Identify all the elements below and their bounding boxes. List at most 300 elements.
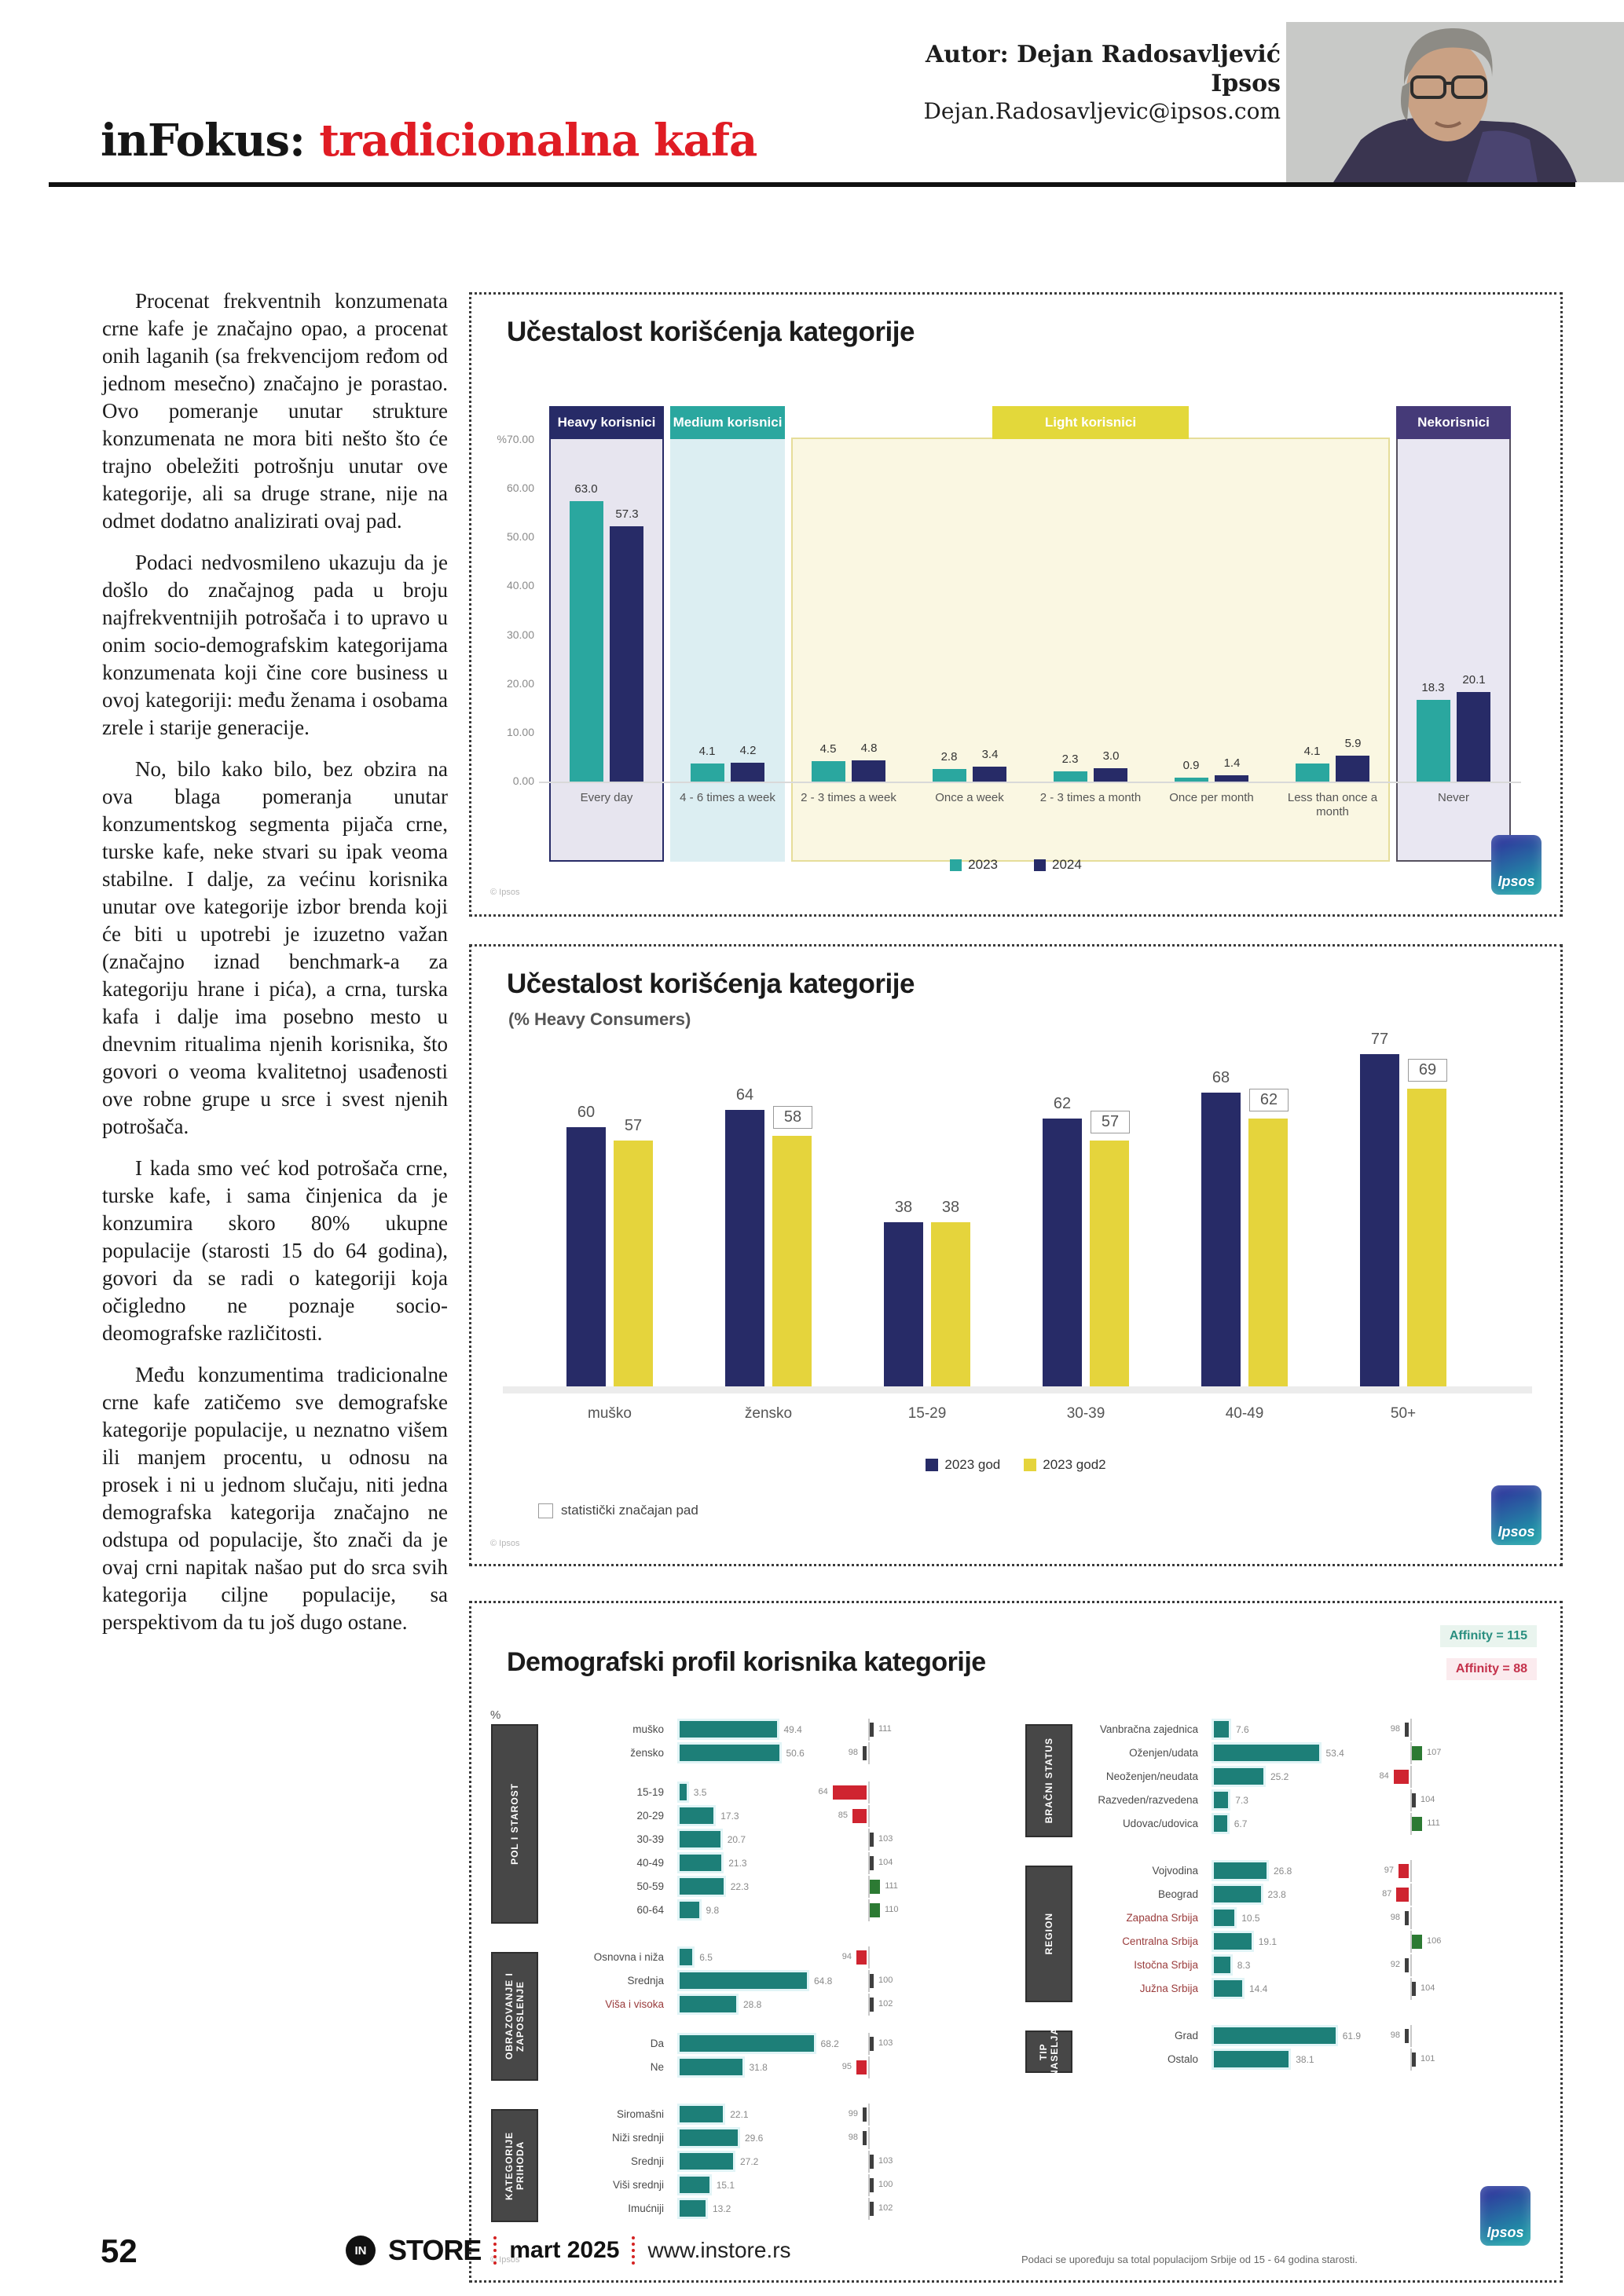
- bar-2024: [973, 767, 1006, 782]
- affinity-bar-negative: [852, 1809, 867, 1823]
- row-bar: [680, 2035, 814, 2052]
- affinity-value: 103: [878, 1834, 893, 1844]
- row-bar: [1214, 1886, 1261, 1902]
- affinity-value: 102: [878, 2203, 893, 2213]
- bar-2024: [1457, 692, 1490, 782]
- row-label: 60-64: [636, 1904, 664, 1916]
- bar-value-label: 4.1: [1303, 744, 1321, 758]
- row-label: Viši srednji: [612, 2179, 664, 2191]
- x-axis-label: 50+: [1390, 1405, 1417, 1422]
- affinity-bar-neutral: [870, 2155, 874, 2169]
- section-label-box: [491, 2109, 538, 2222]
- row-value: 20.7: [727, 1834, 746, 1845]
- x-axis-label: 40-49: [1225, 1405, 1264, 1422]
- affinity-axis: [1410, 2025, 1412, 2047]
- row-value: 21.3: [728, 1858, 747, 1869]
- row-label: Osnovna i niža: [593, 1951, 664, 1963]
- row-value: 22.3: [730, 1881, 750, 1892]
- legend-label: 2023 god2: [1043, 1457, 1106, 1472]
- section-label-box: [1025, 1724, 1072, 1837]
- affinity-bar-positive: [870, 1903, 880, 1917]
- bar-2023: [1054, 771, 1087, 782]
- page-title: [101, 115, 757, 167]
- row-bar: [680, 2177, 709, 2193]
- affinity-bar-neutral: [1405, 1723, 1409, 1737]
- legend-label: 2023: [968, 857, 998, 872]
- row-value: 7.6: [1236, 1724, 1249, 1735]
- affinity-axis: [868, 1782, 870, 1803]
- instore-logo: IN: [346, 2236, 376, 2265]
- affinity-value: 104: [1421, 1983, 1435, 1993]
- affinity-axis: [1410, 1954, 1412, 1976]
- x-axis-line: [539, 782, 1521, 783]
- affinity-value: 95: [841, 2062, 852, 2071]
- row-label: Viša i visoka: [605, 1998, 664, 2010]
- row-label: muško: [632, 1723, 664, 1735]
- row-bar: [680, 2106, 723, 2122]
- section-label: KATEGORIJE PRIHODA: [504, 2131, 526, 2200]
- ipsos-logo-text: Ipsos: [1498, 873, 1535, 889]
- legend-swatch: [926, 1459, 938, 1471]
- x-axis-label: 15-29: [907, 1405, 947, 1422]
- affinity-axis: [868, 1946, 870, 1968]
- article-paragraph: Podaci nedvosmileno ukazuju da je došlo do značajnog pada u broju najfrekventnijih potrošača i to upravo u onim socio-demografskim kategorijama konzumenata koji čine core business u ovoj kategoriji: među ženama i osobama zrele i starije generacije.: [102, 551, 448, 739]
- footer-brand: STORE: [388, 2234, 482, 2266]
- row-label: Vanbračna zajednica: [1099, 1723, 1198, 1735]
- row-label: 40-49: [636, 1857, 664, 1869]
- segment-header-label: Medium korisnici: [673, 415, 783, 430]
- bar-2023god2: [1248, 1119, 1288, 1386]
- row-bar: [1214, 2051, 1289, 2067]
- bar-value-label: 4.8: [860, 741, 878, 755]
- affinity-bar-neutral: [870, 1998, 874, 2012]
- ipsos-logo: [1480, 2186, 1531, 2246]
- legend-label: 2024: [1052, 857, 1082, 872]
- bar-2024: [1215, 775, 1248, 782]
- bar-value-label-boxed: 62: [1249, 1089, 1289, 1111]
- row-bar: [680, 1745, 779, 1761]
- section-label: REGION: [1043, 1913, 1054, 1955]
- bar-value-label: 77: [1370, 1030, 1389, 1048]
- footer-separator: [632, 2236, 635, 2265]
- bar-2024: [610, 526, 643, 782]
- affinity-bar-negative: [856, 1950, 867, 1965]
- row-label: 50-59: [636, 1880, 664, 1892]
- affinity-value: 100: [878, 2180, 893, 2189]
- row-value: 38.1: [1296, 2054, 1314, 2065]
- y-axis-tick: 50.00: [506, 530, 534, 544]
- segment-header: [549, 406, 664, 439]
- row-bar: [1214, 1957, 1230, 1973]
- bar-value-label: 4.1: [698, 744, 716, 758]
- row-bar: [680, 1878, 724, 1895]
- author-name: Autor: Dejan Radosavljević: [925, 41, 1281, 68]
- bar-value-label: 60: [577, 1104, 596, 1121]
- row-label: Oženjen/udata: [1129, 1747, 1198, 1759]
- bar-value-label: 64: [735, 1086, 754, 1104]
- affinity-axis: [1410, 1719, 1412, 1741]
- affinity-value: 111: [885, 1881, 898, 1891]
- section-label-box: [1025, 2027, 1072, 2077]
- bar-2023god: [725, 1110, 764, 1386]
- bar-value-label: 1.4: [1223, 756, 1241, 771]
- row-bar: [1214, 1980, 1242, 1997]
- legend: [471, 857, 1560, 873]
- affinity-axis: [1410, 1860, 1412, 1882]
- article-paragraph: No, bilo kako bilo, bez obzira na ova blaga pomeranja unutar konzumentskog segmenta pijača crne, turske kafe, neke stvari su ipak veoma stabilne. I dalje, za većinu korisnika unutar ove kategorije izbor brenda koji će biti u upotrebi je izuzetno važan (značajno iznad benchmark-a za kategoriju hrane i pića), a crna, turska kafa i dalje ima posebno mesto u dnevnim ritualima njenih korisnika, što govori o veoma kvalitetnoj usađenosti ove robne grupe u srce i svest njenih potrošača.: [102, 757, 448, 1138]
- chart-copyright: © Ipsos: [490, 2255, 520, 2265]
- segment-header-label: Heavy korisnici: [557, 415, 656, 430]
- row-bar: [1214, 1768, 1263, 1785]
- chart2-subtitle: (% Heavy Consumers): [508, 1009, 691, 1029]
- row-bar: [680, 2129, 738, 2146]
- ipsos-logo-text: Ipsos: [1487, 2225, 1524, 2240]
- legend-item: [1034, 857, 1082, 873]
- bar-2024: [731, 763, 764, 782]
- ipsos-logo-text: Ipsos: [1498, 1524, 1535, 1540]
- affinity-bar-neutral: [1405, 1911, 1409, 1925]
- row-label: Razveden/razvedena: [1098, 1794, 1198, 1806]
- affinity-value: 111: [878, 1724, 892, 1734]
- y-axis-tick: 0.00: [512, 774, 534, 787]
- bar-2023: [691, 764, 724, 782]
- row-bar: [680, 1784, 687, 1800]
- legend-item: [1024, 1457, 1105, 1473]
- affinity-axis: [868, 1742, 870, 1764]
- row-label: Imućniji: [628, 2203, 664, 2214]
- row-bar: [680, 1855, 721, 1871]
- affinity-bar-positive: [1412, 1935, 1422, 1949]
- row-bar: [680, 1807, 713, 1824]
- y-axis-tick: 40.00: [506, 579, 534, 592]
- x-axis-label: 4 - 6 times a week: [680, 791, 775, 804]
- affinity-value: 98: [848, 1748, 858, 1757]
- bar-value-label: 0.9: [1182, 758, 1200, 772]
- row-bar: [1214, 2027, 1336, 2044]
- row-bar: [1214, 1745, 1319, 1761]
- affinity-axis: [868, 2104, 870, 2126]
- bar-2023: [1417, 700, 1450, 782]
- affinity-bar-positive: [1412, 1817, 1422, 1831]
- section-label: POL I STAROST: [509, 1783, 520, 1865]
- affinity-bar-neutral: [870, 2037, 874, 2051]
- x-axis-label: Never: [1437, 791, 1469, 804]
- bar-2023god2: [1407, 1089, 1446, 1387]
- legend-label: 2023 god: [944, 1457, 1001, 1472]
- bar-value-label: 20.1: [1462, 673, 1486, 687]
- affinity-bar-neutral: [870, 1856, 874, 1870]
- row-bar: [680, 2200, 706, 2217]
- segment-header-label: Nekorisnici: [1417, 415, 1490, 430]
- row-label: Ostalo: [1167, 2053, 1198, 2065]
- row-label: žensko: [630, 1747, 664, 1759]
- bar-value-label: 62: [1053, 1095, 1072, 1112]
- bar-value-label-boxed: 58: [773, 1106, 812, 1129]
- row-label: Srednji: [630, 2155, 664, 2167]
- x-axis-band: [503, 1386, 1532, 1393]
- footer-date: mart 2025: [509, 2237, 620, 2263]
- article-column: [102, 287, 448, 1650]
- significance-key-label: statistički značajan pad: [561, 1503, 698, 1518]
- ipsos-logo: [1491, 1485, 1542, 1545]
- row-value: 17.3: [720, 1811, 739, 1822]
- affinity-badge: Affinity = 88: [1446, 1658, 1537, 1680]
- row-bar: [680, 1831, 720, 1847]
- affinity-bar-positive: [870, 1880, 880, 1894]
- bar-2024: [852, 760, 885, 782]
- segment-header: [1396, 406, 1511, 439]
- affinity-bar-negative: [1396, 1888, 1409, 1902]
- significance-key-box: [538, 1503, 553, 1518]
- page-number: 52: [101, 2232, 137, 2269]
- row-label: 15-19: [636, 1786, 664, 1798]
- y-axis-tick: %70.00: [497, 433, 534, 445]
- affinity-bar-neutral: [870, 1723, 874, 1737]
- affinity-value: 94: [841, 1952, 852, 1961]
- affinity-value: 101: [1421, 2054, 1435, 2063]
- x-axis-label: žensko: [744, 1405, 793, 1422]
- y-axis-tick: 20.00: [506, 676, 534, 690]
- affinity-value: 103: [878, 2156, 893, 2166]
- affinity-value: 87: [1382, 1889, 1392, 1899]
- affinity-value: 98: [1390, 2031, 1400, 2040]
- affinity-value: 103: [878, 2038, 893, 2048]
- article-paragraph: Među konzumentima tradicionalne crne kafe zatičemo sve demografske kategorije populacije, u neznatno višem ili manjem procentu, u odnosu na prosek i ni u jednom slučaju, niti jedna demografska kategorija značajno ne odstupa od populacije, što znači da je ovaj crni napitak našao put do srca svih kategorija ciljne populacije, sa perspektivom da tu još dugo ostane.: [102, 1363, 448, 1634]
- chart-copyright: © Ipsos: [490, 1539, 520, 1548]
- row-bar: [1214, 1792, 1228, 1808]
- bar-value-label: 4.2: [739, 744, 757, 758]
- bar-2023god2: [614, 1141, 653, 1387]
- affinity-value: 85: [838, 1811, 848, 1820]
- y-axis-tick: 30.00: [506, 628, 534, 641]
- affinity-bar-neutral: [1412, 1982, 1416, 1996]
- bar-2023: [812, 761, 845, 782]
- affinity-value: 98: [1390, 1913, 1400, 1922]
- bar-value-label: 63.0: [574, 482, 598, 496]
- bar-value-label: 2.3: [1061, 752, 1079, 766]
- ipsos-logo: [1491, 835, 1542, 895]
- x-axis-label: 2 - 3 times a month: [1039, 791, 1142, 804]
- percent-axis-label: %: [490, 1708, 501, 1722]
- bar-2023: [1296, 764, 1329, 782]
- row-bar: [1214, 1862, 1267, 1879]
- affinity-bar-neutral: [1405, 2029, 1409, 2043]
- row-value: 64.8: [814, 1976, 833, 1987]
- significance-key: [538, 1503, 698, 1518]
- bar-value-label: 57.3: [615, 507, 639, 522]
- row-value: 14.4: [1249, 1983, 1268, 1994]
- row-value: 31.8: [749, 2062, 768, 2073]
- section-label: TIP NASELJA: [1038, 2027, 1060, 2077]
- bar-2023: [570, 501, 603, 782]
- bar-2023god: [1360, 1054, 1399, 1387]
- x-axis-label: 30-39: [1066, 1405, 1105, 1422]
- affinity-bar-neutral: [870, 2178, 874, 2192]
- footer: [346, 2232, 791, 2269]
- bar-value-label: 3.4: [981, 747, 999, 761]
- affinity-value: 98: [848, 2133, 858, 2142]
- article-paragraph: Procenat frekventnih konzumenata crne kafe je značajno opao, a procenat onih laganih (sa frekvencijom ređom od jednom mesečno) značajno je porastao. Ovo pomeranje unutar strukture konzumenata ne mora biti nešto što će trajno obeležiti potrošnju unutar ove kategorije, ali sa druge strane, nije na odmet dodatno analizirati ovaj pad.: [102, 289, 448, 533]
- affinity-bar-negative: [1399, 1864, 1409, 1878]
- affinity-value: 110: [885, 1905, 899, 1914]
- row-label: Istočna Srbija: [1134, 1959, 1198, 1971]
- affinity-axis: [868, 2056, 870, 2078]
- affinity-bar-neutral: [870, 1974, 874, 1988]
- row-bar: [680, 2153, 733, 2170]
- chart-footnote: Podaci se upoređuju sa total populacijom Srbije od 15 - 64 godina starosti.: [1021, 2254, 1358, 2265]
- row-bar: [680, 1996, 736, 2012]
- row-label: Ne: [650, 2061, 664, 2073]
- row-value: 68.2: [820, 2038, 839, 2049]
- row-value: 22.1: [730, 2109, 749, 2120]
- row-value: 7.3: [1235, 1795, 1248, 1806]
- x-axis-label: Less than once a month: [1287, 791, 1378, 818]
- bar-value-label: 4.5: [819, 742, 837, 756]
- footer-site[interactable]: www.instore.rs: [647, 2238, 791, 2262]
- row-label: Udovac/udovica: [1122, 1818, 1198, 1829]
- affinity-value: 104: [878, 1858, 893, 1867]
- row-bar: [680, 1972, 807, 1989]
- row-value: 49.4: [783, 1724, 802, 1735]
- header-rule: [49, 182, 1575, 187]
- legend-item: [950, 857, 998, 873]
- affinity-value: 102: [878, 1999, 893, 2009]
- bar-2023god: [1201, 1093, 1241, 1386]
- row-bar: [680, 1902, 699, 1918]
- chart-panel-frequency: [469, 292, 1563, 917]
- x-axis-label: muško: [588, 1405, 632, 1422]
- affinity-axis: [868, 1805, 870, 1827]
- x-axis-label: Once a week: [935, 791, 1004, 804]
- affinity-value: 106: [1427, 1936, 1442, 1946]
- chart3-title: Demografski profil korisnika kategorije: [507, 1647, 986, 1677]
- bar-value-label: 18.3: [1421, 681, 1445, 695]
- chart2-title: Učestalost korišćenja kategorije: [507, 969, 915, 999]
- affinity-bar-neutral: [1412, 2052, 1416, 2067]
- page-title-red: tradicionalna kafa: [304, 115, 757, 167]
- author-block: [825, 41, 1281, 125]
- legend-swatch: [950, 859, 962, 871]
- affinity-bar-negative: [1394, 1770, 1409, 1784]
- row-bar: [1214, 1910, 1234, 1926]
- affinity-value: 84: [1379, 1771, 1389, 1781]
- row-label: Da: [650, 2038, 664, 2049]
- row-label: Siromašni: [616, 2108, 664, 2120]
- affinity-bar-negative: [833, 1785, 867, 1800]
- bar-value-label: 57: [624, 1116, 643, 1134]
- bar-2024: [1094, 768, 1127, 782]
- bar-2023god2: [1090, 1141, 1129, 1387]
- affinity-bar-neutral: [1405, 1958, 1409, 1972]
- row-bar: [680, 2059, 742, 2075]
- bar-2023god2: [931, 1222, 970, 1386]
- y-axis-tick: 60.00: [506, 482, 534, 495]
- row-label: Neoženjen/neudata: [1105, 1771, 1198, 1782]
- author-email[interactable]: Dejan.Radosavljevic@ipsos.com: [923, 98, 1281, 125]
- row-value: 61.9: [1342, 2031, 1362, 2041]
- row-value: 50.6: [786, 1748, 805, 1759]
- chart-copyright: © Ipsos: [490, 888, 520, 897]
- bar-2023god: [884, 1222, 923, 1386]
- row-bar: [680, 1949, 692, 1965]
- bar-value-label: 3.0: [1102, 749, 1120, 763]
- affinity-axis: [1410, 1884, 1412, 1906]
- row-value: 23.8: [1267, 1889, 1286, 1900]
- bar-value-label-boxed: 69: [1408, 1059, 1447, 1082]
- affinity-value: 97: [1384, 1866, 1394, 1875]
- row-label: 30-39: [636, 1833, 664, 1845]
- x-axis-label: Once per month: [1169, 791, 1254, 804]
- affinity-bar-neutral: [863, 2107, 867, 2122]
- row-label: Beograd: [1157, 1888, 1198, 1900]
- affinity-value: 111: [1427, 1818, 1440, 1828]
- segment-header: [670, 406, 785, 439]
- bar-2023god: [566, 1127, 606, 1386]
- row-value: 25.2: [1270, 1771, 1289, 1782]
- affinity-value: 99: [848, 2109, 858, 2118]
- affinity-bar-neutral: [1412, 1793, 1416, 1807]
- row-value: 26.8: [1274, 1866, 1292, 1877]
- affinity-badge: Affinity = 115: [1440, 1625, 1537, 1647]
- affinity-bar-neutral: [863, 2131, 867, 2145]
- row-value: 6.5: [699, 1952, 713, 1963]
- section-label: OBRAZOVANJE I ZAPOSLENJE: [504, 1972, 526, 2060]
- bar-2023: [933, 769, 966, 782]
- section-label-box: [491, 1724, 538, 1924]
- row-label: Vojvodina: [1152, 1865, 1198, 1877]
- section-label-box: [491, 1952, 538, 2081]
- bar-2023god: [1043, 1119, 1082, 1386]
- row-label: Centralna Srbija: [1122, 1935, 1198, 1947]
- affinity-axis: [1410, 1907, 1412, 1929]
- row-bar: [680, 1721, 777, 1738]
- chart-panel-heavy-consumers: [469, 944, 1563, 1566]
- row-value: 3.5: [693, 1787, 707, 1798]
- bar-value-label: 68: [1212, 1069, 1230, 1086]
- row-value: 28.8: [743, 1999, 762, 2010]
- row-label: Niži srednji: [611, 2132, 664, 2144]
- bar-2023god2: [772, 1136, 812, 1386]
- affinity-value: 92: [1390, 1960, 1400, 1969]
- footer-separator: [493, 2236, 497, 2265]
- x-axis-label: Every day: [580, 791, 633, 804]
- affinity-bar-neutral: [870, 1833, 874, 1847]
- affinity-axis: [1410, 1766, 1412, 1788]
- row-label: 20-29: [636, 1810, 664, 1822]
- author-photo: [1286, 22, 1624, 182]
- section-label: BRAČNI STATUS: [1043, 1738, 1054, 1824]
- legend-swatch: [1034, 859, 1046, 871]
- legend-swatch: [1024, 1459, 1036, 1471]
- row-value: 19.1: [1258, 1936, 1278, 1947]
- affinity-value: 98: [1390, 1724, 1400, 1734]
- row-label: Južna Srbija: [1139, 1983, 1198, 1994]
- y-axis-tick: 10.00: [506, 725, 534, 738]
- bar-value-label: 5.9: [1344, 736, 1362, 750]
- chart1-title: Učestalost korišćenja kategorije: [507, 317, 915, 347]
- affinity-value: 100: [878, 1976, 893, 1985]
- bar-value-label: 38: [894, 1199, 913, 1216]
- affinity-bar-negative: [856, 2060, 867, 2074]
- affinity-axis: [868, 2127, 870, 2149]
- row-label: Zapadna Srbija: [1126, 1912, 1198, 1924]
- segment-header-label: Light korisnici: [1044, 415, 1137, 430]
- row-bar: [1214, 1933, 1252, 1950]
- bar-value-label-boxed: 57: [1091, 1111, 1130, 1133]
- affinity-value: 64: [818, 1787, 828, 1796]
- row-bar: [1214, 1815, 1227, 1832]
- row-value: 9.8: [706, 1905, 720, 1916]
